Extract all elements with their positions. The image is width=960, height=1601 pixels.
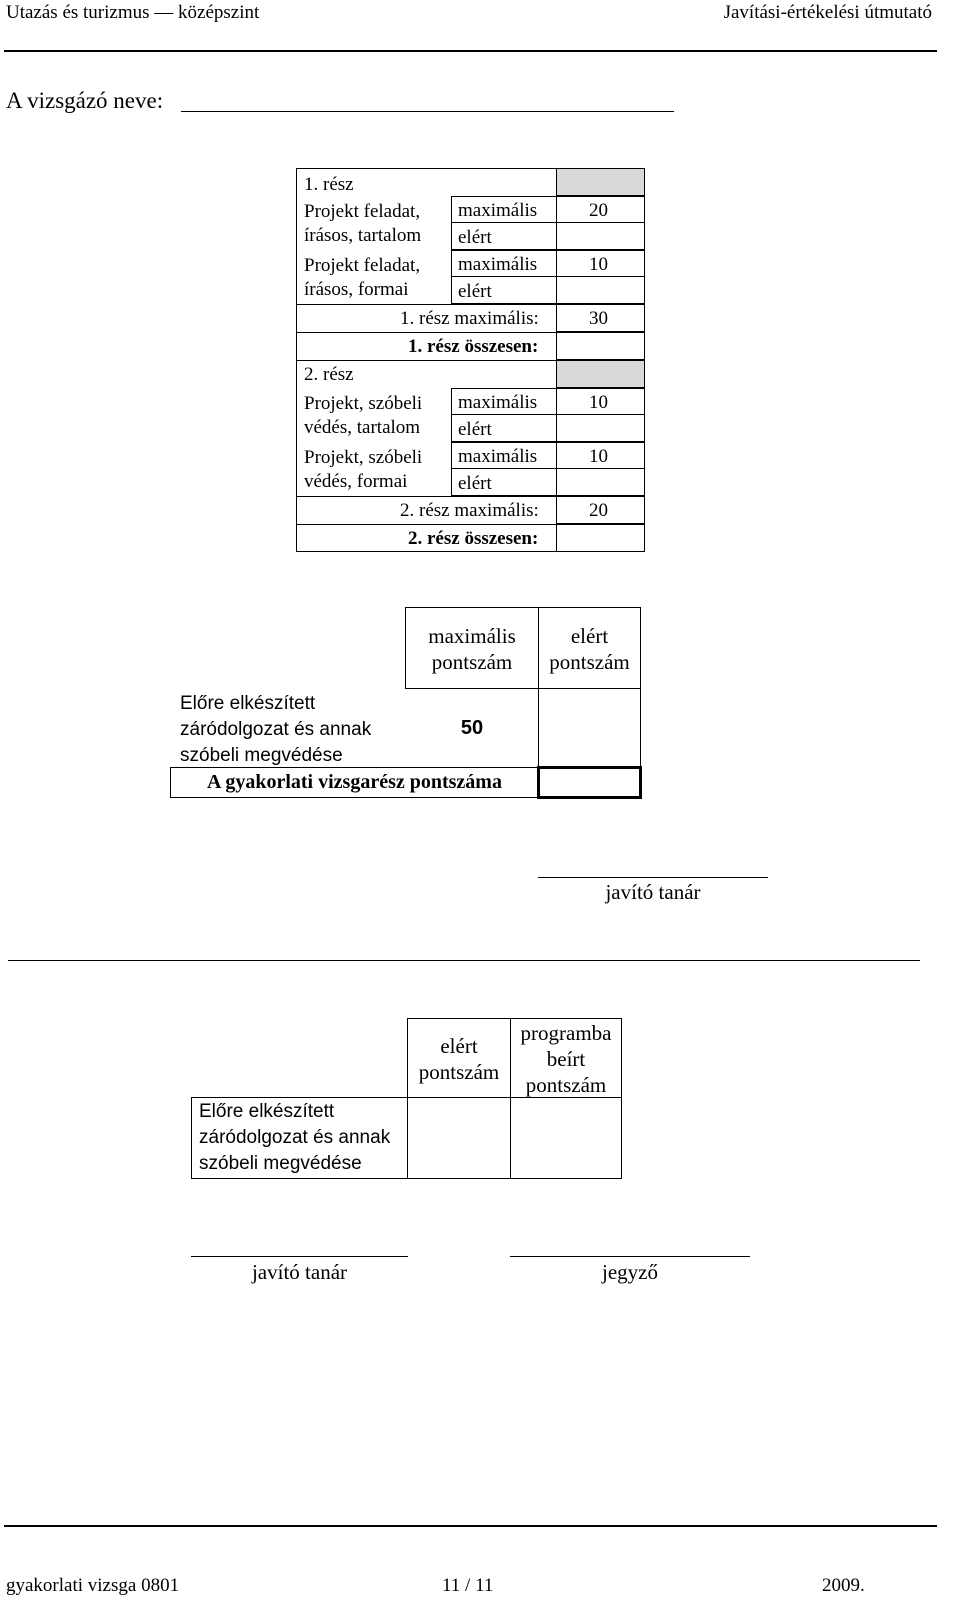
summary-row-label-1: Előre elkészített xyxy=(180,693,316,714)
part1-row2-max-label: maximális xyxy=(458,254,538,275)
program-col-entered-2: beírt xyxy=(546,1047,586,1071)
part1-row1-label-1: Projekt feladat, xyxy=(304,201,421,222)
part1-title: 1. rész xyxy=(304,174,354,195)
footer-page-number: 11 / 11 xyxy=(442,1575,494,1596)
part1-header-grey xyxy=(556,168,645,196)
part1-row1-achieved-input[interactable] xyxy=(556,222,645,250)
summary-col-achieved-2: pontszám xyxy=(549,650,630,674)
footer-left: gyakorlati vizsga 0801 xyxy=(6,1575,180,1596)
part1-sum-label: 1. rész összesen: xyxy=(408,336,539,357)
part1-row1-label-2: írásos, tartalom xyxy=(304,225,422,246)
part2-row2-achieved-label: elért xyxy=(458,473,492,494)
summary-table xyxy=(170,607,642,799)
part2-row2-achieved-input[interactable] xyxy=(556,468,645,496)
summary-col-max-2: pontszám xyxy=(431,650,513,674)
part1-max-total-label: 1. rész maximális: xyxy=(400,308,539,329)
summary-total-input[interactable] xyxy=(537,766,642,799)
program-col-achieved-1: elért xyxy=(440,1034,478,1058)
footer-year: 2009. xyxy=(822,1575,865,1596)
part2-sum-input[interactable] xyxy=(556,524,645,552)
part2-row1-achieved-label: elért xyxy=(458,419,492,440)
program-row-label-2: záródolgozat és annak xyxy=(199,1127,391,1148)
summary-total-label: A gyakorlati vizsgarész pontszáma xyxy=(207,771,502,793)
program-row-label-1: Előre elkészített xyxy=(199,1101,335,1122)
part1-row2-max-value: 10 xyxy=(589,254,608,275)
part2-max-total-label: 2. rész maximális: xyxy=(400,500,539,521)
part1-row1-max-value: 20 xyxy=(589,200,608,221)
summary-row-label-2: záródolgozat és annak xyxy=(180,719,372,740)
header-right: Javítási-értékelési útmutató xyxy=(723,2,932,23)
candidate-name-line[interactable] xyxy=(181,111,674,112)
part2-row1-label-2: védés, tartalom xyxy=(304,417,421,438)
part1-row1-achieved-label: elért xyxy=(458,227,492,248)
program-table xyxy=(191,1018,622,1179)
signature1-label: javító tanár xyxy=(605,880,701,904)
part1-max-total-value: 30 xyxy=(589,308,608,329)
program-row-achieved-input[interactable] xyxy=(407,1097,511,1179)
part1-row2-achieved-label: elért xyxy=(458,281,492,302)
signature1-line[interactable] xyxy=(538,877,768,878)
signature-left-label: javító tanár xyxy=(251,1260,348,1284)
program-row-entered-input[interactable] xyxy=(510,1097,622,1179)
part1-row2-label-2: írásos, formai xyxy=(304,279,409,300)
part1-row2-achieved-input[interactable] xyxy=(556,276,645,304)
summary-row-max-value: 50 xyxy=(460,717,484,739)
part1-row1-max-label: maximális xyxy=(458,200,538,221)
part2-row2-label-2: védés, formai xyxy=(304,471,408,492)
part2-row1-achieved-input[interactable] xyxy=(556,414,645,442)
program-col-entered-3: pontszám xyxy=(525,1073,607,1097)
summary-row-label-3: szóbeli megvédése xyxy=(180,745,343,766)
part2-row2-label-1: Projekt, szóbeli xyxy=(304,447,423,468)
program-col-achieved-2: pontszám xyxy=(418,1060,500,1084)
part2-row1-label-1: Projekt, szóbeli xyxy=(304,393,423,414)
footer-rule xyxy=(4,1525,937,1527)
header-rule xyxy=(4,50,937,52)
signature-right-line[interactable] xyxy=(510,1256,750,1257)
part1-row2-label-1: Projekt feladat, xyxy=(304,255,421,276)
signature-right-label: jegyző xyxy=(602,1260,658,1284)
part2-header-grey xyxy=(556,360,645,388)
summary-row-achieved-input[interactable] xyxy=(538,688,641,768)
section-separator xyxy=(8,960,920,961)
candidate-name-label: A vizsgázó neve: xyxy=(6,88,164,113)
part2-row2-max-value: 10 xyxy=(589,446,608,467)
part2-sum-label: 2. rész összesen: xyxy=(408,528,539,549)
summary-col-achieved-1: elért xyxy=(570,624,609,648)
part1-sum-input[interactable] xyxy=(556,332,645,360)
part2-row2-max-label: maximális xyxy=(458,446,538,467)
program-row-label-3: szóbeli megvédése xyxy=(199,1153,362,1174)
part-score-table xyxy=(296,168,645,552)
summary-col-max-1: maximális xyxy=(428,624,516,648)
part2-max-total-value: 20 xyxy=(589,500,608,521)
part2-row1-max-value: 10 xyxy=(589,392,608,413)
part2-title: 2. rész xyxy=(304,364,354,385)
header-left: Utazás és turizmus — középszint xyxy=(6,2,260,23)
part2-row1-max-label: maximális xyxy=(458,392,538,413)
signature-left-line[interactable] xyxy=(191,1256,408,1257)
program-col-entered-1: programba xyxy=(520,1021,612,1045)
